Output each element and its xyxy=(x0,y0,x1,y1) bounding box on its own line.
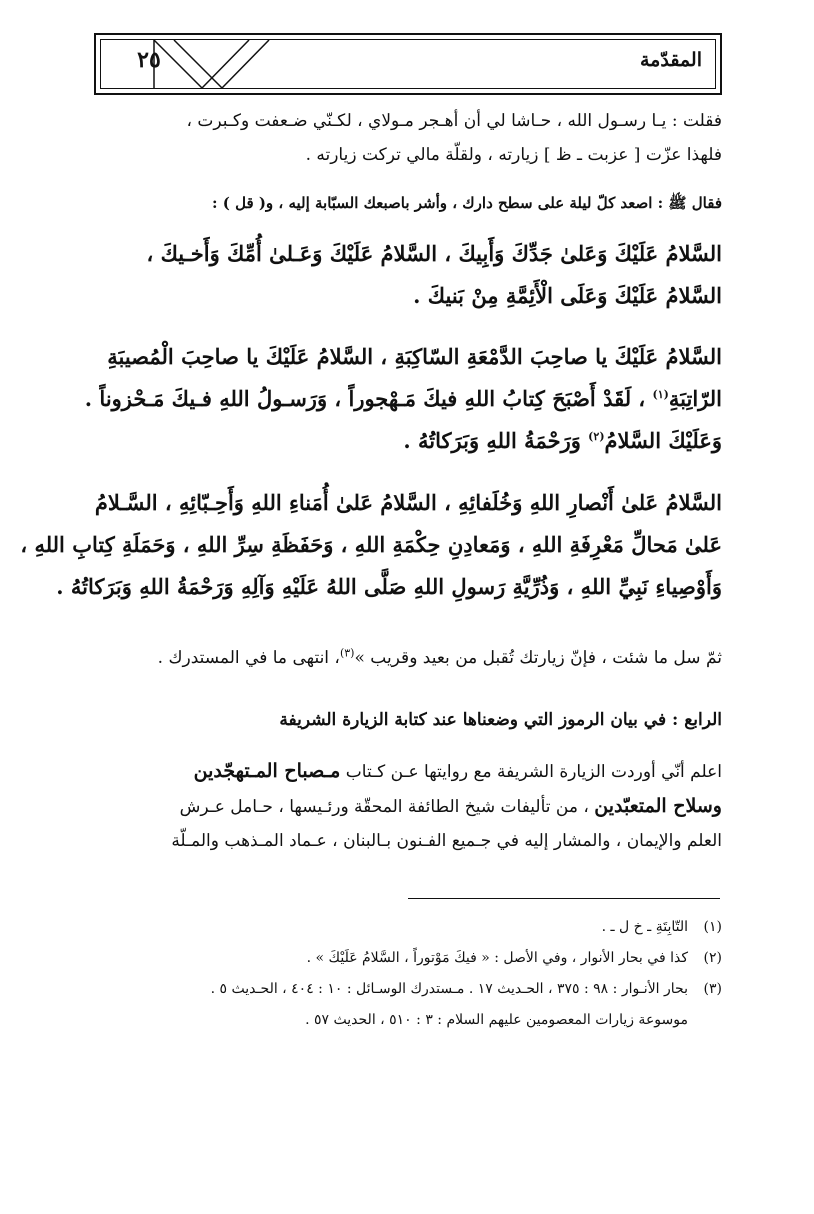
salam-block-3 xyxy=(20,482,722,608)
paragraph-explanation xyxy=(98,754,722,858)
footnote-3-continued: موسوعة زيارات المعصومين عليهم السلام : ٣ : ٥١٠ ، الحديث ٥٧ . xyxy=(305,1012,688,1028)
footnote-3 xyxy=(98,974,722,1005)
book-title: وسلاح المتعبّدين xyxy=(594,795,722,817)
text-line xyxy=(98,641,722,675)
footnote-marker-1[interactable]: (١) xyxy=(652,388,669,401)
text-line xyxy=(98,754,722,789)
salam-line: السَّلامُ عَلَيْكَ وَعَلىٰ جَدِّكَ وَأَبِيكَ ، السَّلامُ عَلَيْكَ وَعَـلىٰ أُمِّكَ وَأَخـيكَ ، xyxy=(146,241,722,266)
closing-text: ، انتهى ما في المستدرك . xyxy=(157,648,340,668)
salam-line xyxy=(98,420,722,462)
footnote-text: كذا في بحار الأنوار ، وفي الأصل : « فيكَ مَوْتوراً ، السَّلامُ عَلَيْكَ » . xyxy=(306,950,688,966)
salam-line: السَّلامُ عَلىٰ أَنْصارِ اللهِ وَخُلَفائِهِ ، السَّلامُ عَلىٰ أُمَناءِ اللهِ وَأَحِـبّائِهِ ، السَّـلامُ xyxy=(94,490,722,515)
text-line: فقلت : يـا رسـول الله ، حـاشا لي أن أهـجر مـولاي ، لكـنّي ضـعفت وكـبرت ، xyxy=(186,111,722,131)
heading-text: الرابع : في بيان الرموز التي وضعناها عند كتابة الزيارة الشريفة xyxy=(279,710,722,730)
salam-line: السَّلامُ عَلَيْكَ وَعَلَى الْأَئِمَّةِ مِنْ بَنيكَ . xyxy=(413,283,722,308)
page-header xyxy=(94,33,722,95)
header-ornament xyxy=(94,33,722,95)
salam-line: السَّلامُ عَلَيْكَ يا صاحِبَ الدَّمْعَةِ السّاكِبَةِ ، السَّلامُ عَلَيْكَ يا صاحِبَ الْمُصيبَةِ xyxy=(107,344,722,369)
salam-text: الرّاتِبَةِ xyxy=(668,386,722,411)
chapter-title: المقدّمة xyxy=(639,49,702,71)
footnotes xyxy=(98,912,722,1036)
paragraph-instruction xyxy=(98,188,722,218)
salam-text: وَعَلَيْكَ السَّلامُ xyxy=(604,428,722,453)
salam-block-2 xyxy=(84,336,722,462)
footnote-marker-3[interactable]: (٣) xyxy=(339,646,355,660)
salam-text: ، لَقَدْ أَصْبَحَ كِتابُ اللهِ فيكَ مَـهْجوراً ، وَرَسـولُ اللهِ فـيكَ مَـحْزوناً . xyxy=(84,386,646,411)
text-line: فقال ﷺ : اصعد كلّ ليلة على سطح دارك ، وأشر باصبعك السبّابة إليه ، و( قل ) : xyxy=(212,194,722,212)
footnote-text: التّابِتَةِ ـ خ ل ـ . xyxy=(601,919,688,935)
paragraph-closing xyxy=(98,641,722,675)
footnote-number: (١) xyxy=(703,919,722,935)
salam-line xyxy=(84,378,722,420)
explanation-text: ، من تأليفات شيخ الطائفة المحقّة ورئـيسها ، حـامل عـرش xyxy=(179,797,589,817)
footnote-number: (٣) xyxy=(703,981,722,997)
footnote-text: بحار الأنـوار : ٩٨ : ٣٧٥ ، الحـديث ١٧ . مـستدرك الوسـائل : ١٠ : ٤٠٤ ، الحـديث ٥ . xyxy=(210,981,688,997)
text-line: فلهذا عزّت [ عزبت ـ ظ ] زيارته ، ولقلّة مالي تركت زيارته . xyxy=(305,145,722,165)
salam-text: وَرَحْمَةُ اللهِ وَبَرَكاتُهُ . xyxy=(403,428,581,453)
salam-line: وَأَوْصِياءِ نَبِيِّ اللهِ ، وَذُرِّيَّةِ رَسولِ اللهِ صَلَّى اللهُ عَلَيْهِ وَآلِهِ وَرَحْمَةُ اللهِ وَبَرَكاتُهُ . xyxy=(56,574,722,599)
footnote-number: (٢) xyxy=(703,950,722,966)
paragraph-intro xyxy=(98,104,722,172)
footnote-marker-2[interactable]: (٢) xyxy=(588,430,605,443)
footnote-1 xyxy=(98,912,722,943)
salam-block-1 xyxy=(98,233,722,317)
closing-text: ثمّ سل ما شئت ، فإنّ زيارتك تُقبل من بعيد وقريب » xyxy=(354,648,722,668)
page-number: ٢٥ xyxy=(137,47,161,73)
section-heading xyxy=(98,703,722,737)
explanation-text: اعلم أنّي أوردت الزيارة الشريفة مع روايتها عـن كـتاب xyxy=(345,762,722,782)
salam-line: عَلىٰ مَحالِّ مَعْرِفَةِ اللهِ ، وَمَعادِنِ حِكْمَةِ اللهِ ، وَحَفَظَةِ سِرِّ اللهِ ، وَحَمَلَةِ كِتابِ اللهِ ، xyxy=(20,532,722,557)
text-line xyxy=(98,789,722,824)
footnote-divider xyxy=(408,898,720,899)
book-title: مـصباح المـتهجّدين xyxy=(193,760,341,782)
footnote-2 xyxy=(98,943,722,974)
text-line: العلم والإيمان ، والمشار إليه في جـميع الفـنون بـالبنان ، عـماد المـذهب والمـلّة xyxy=(171,831,722,851)
